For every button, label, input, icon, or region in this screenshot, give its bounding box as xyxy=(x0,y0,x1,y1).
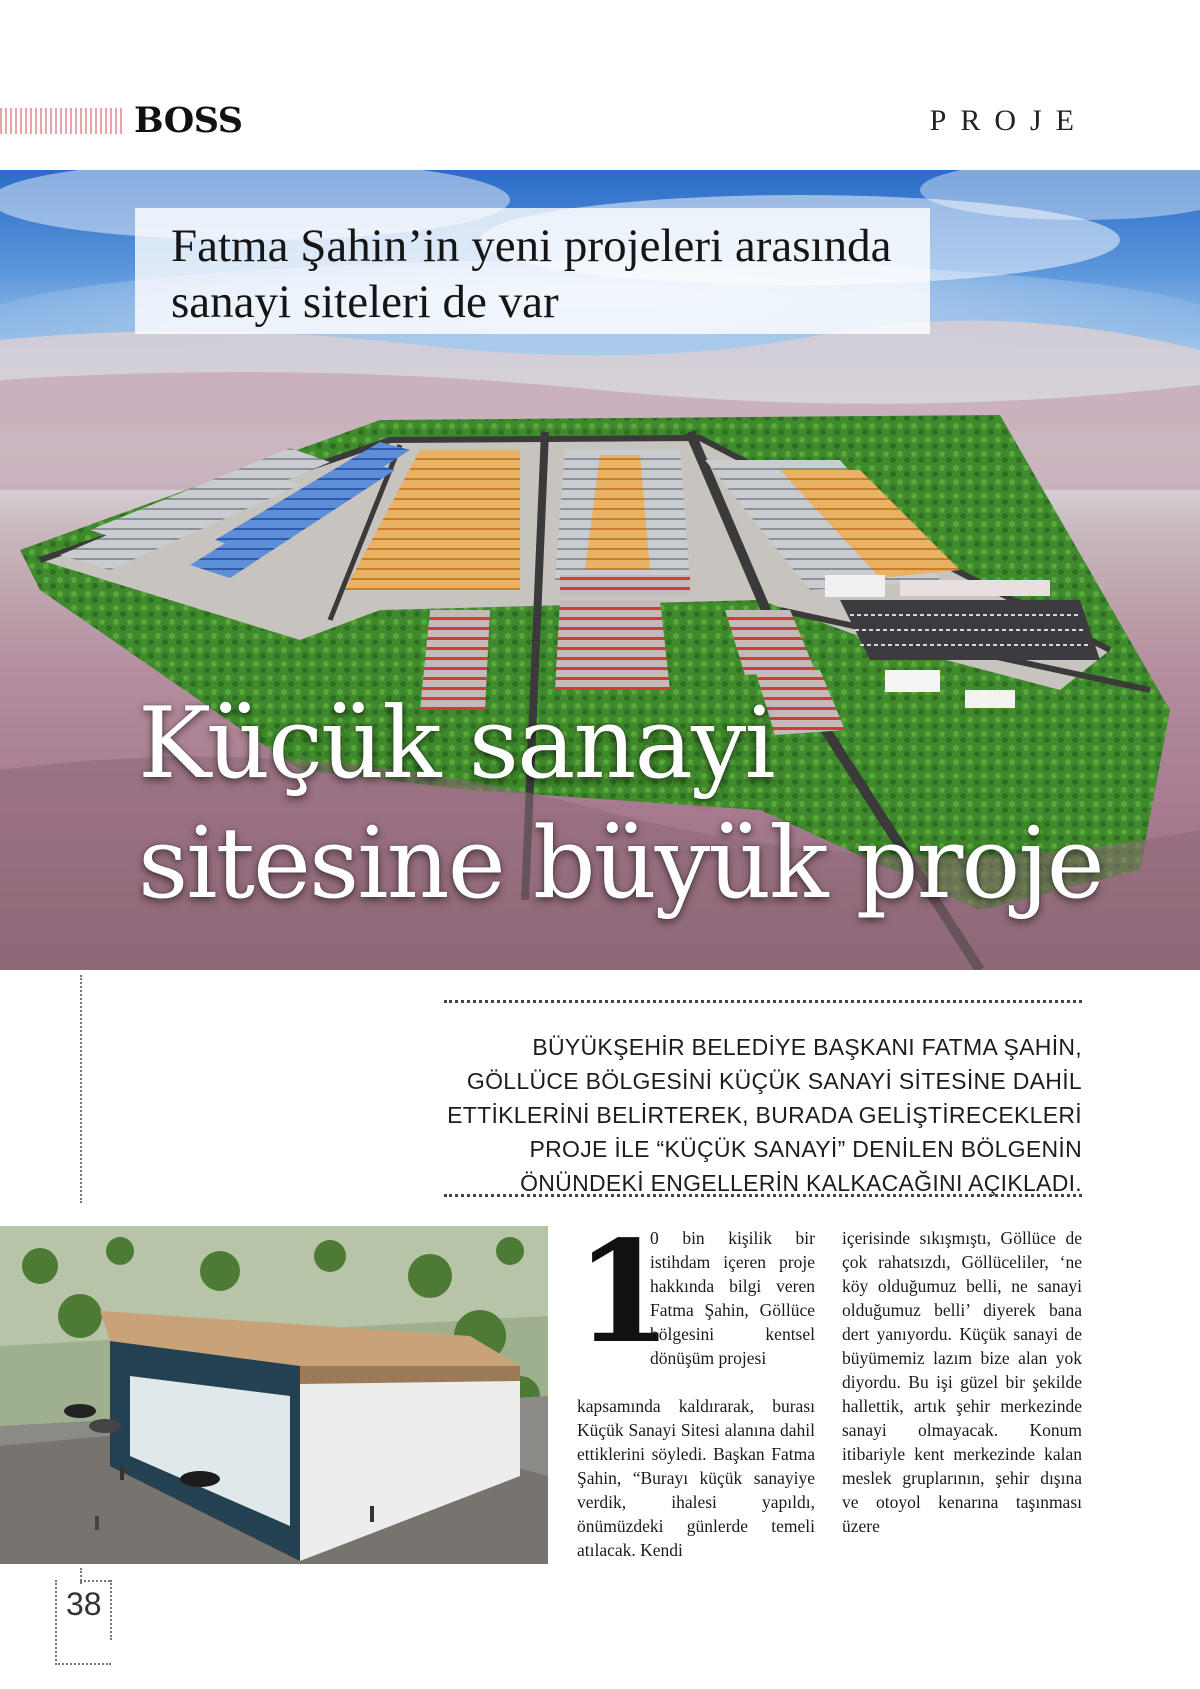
pagenum-frame-left xyxy=(55,1580,57,1665)
lead-paragraph: BÜYÜKŞEHİR BELEDİYE BAŞKANI FATMA ŞAHİN, GÖLLÜCE BÖLGESİNİ KÜÇÜK SANAYİ SİTESİNE DAHİL ETTİKLERİNİ BELİRTEREK, BURADA GELİŞTİRECEKLERİ PROJE İLE “KÜÇÜK SANAYİ” DENİLEN BÖLGENİN ÖNÜNDEKİ ENGELLERİN KALKACAĞINI AÇIKLADI. xyxy=(447,1034,1082,1196)
body-column-2: içerisinde sıkışmıştı, Göllüce de çok rahatsızdı, Göllüceliler, ‘ne köy olduğumuz belli, ne sanayi olduğumuz belli’ diyerek bana dert yanıyordu. Küçük sanayi de büyümemiz lazım bize alan yok diyordu. Bu işi güzel bir şekilde hallettik, artık şehir merkezinde sanayi olmayacak. Konum itibariyle kent merkezinde kalan meslek gruplarının, şehir dışına ve otoyol kenarına taşınması üzere xyxy=(842,1228,1082,1536)
lead-rule-bottom xyxy=(444,1194,1082,1197)
page-number: 38 xyxy=(66,1586,102,1622)
magazine-brand: BOSS xyxy=(134,100,243,141)
subtitle: Fatma Şahin’in yeni projeleri arasında sanayi siteleri de var xyxy=(171,220,892,328)
headline xyxy=(138,684,1178,924)
subtitle-box xyxy=(135,208,930,334)
headline-line-1: Küçük sanayi xyxy=(138,687,774,801)
pagenum-frame-bottom xyxy=(55,1663,111,1665)
pagenum-frame-right xyxy=(110,1580,112,1640)
lead-rule-top xyxy=(444,1000,1082,1003)
body-column-1-bottom: kapsamında kaldırarak, burası Küçük Sanayi Sitesi alanına dahil ettiklerini söyledi. Başkan Fatma Şahin, “Burayı küçük sanayiye verdik, ihalesi yapıldı, önümüzdeki günlerde temeli atılacak. Kendi xyxy=(577,1396,815,1560)
body-column-1-top: 0 bin kişilik bir istihdam içeren proje hakkında bilgi veren Fatma Şahin, Göllüce bölgesini kentsel dönüşüm projesi xyxy=(650,1228,815,1368)
hero-image xyxy=(0,170,1200,970)
drop-cap: 1 xyxy=(575,1211,673,1375)
headline-line-2: sitesine büyük proje xyxy=(138,807,1103,921)
section-label: PROJE xyxy=(929,104,1088,137)
pagenum-frame-top xyxy=(80,1580,110,1582)
building-render-photo xyxy=(0,1226,548,1564)
header-stripes xyxy=(0,108,125,134)
left-dotted-rule xyxy=(80,975,82,1203)
